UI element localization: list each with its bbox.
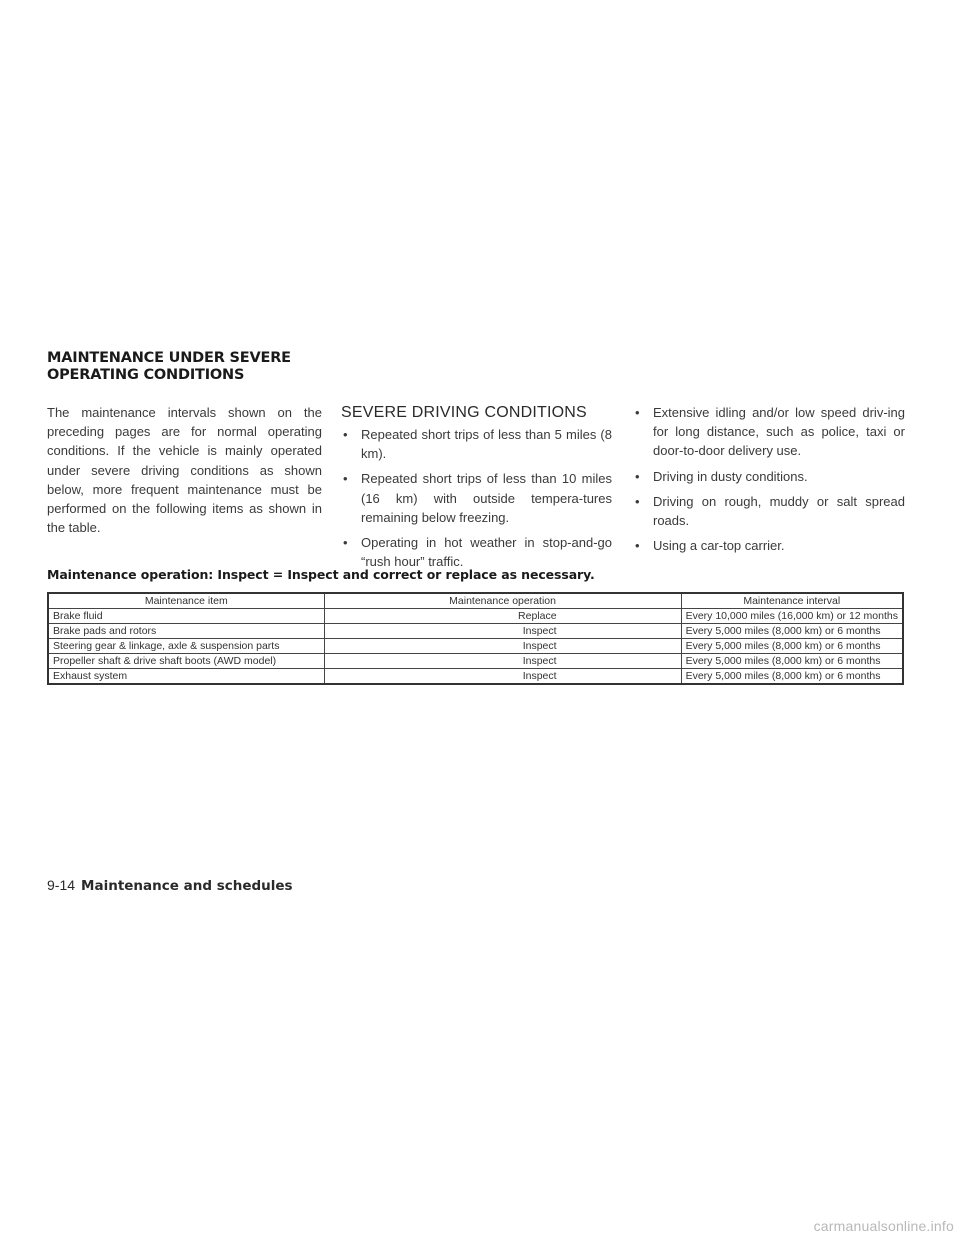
cell-interval: Every 5,000 miles (8,000 km) or 6 months — [681, 669, 903, 685]
cell-operation: Replace — [324, 609, 681, 624]
condition-text: Repeated short trips of less than 5 miles (8 km). — [361, 427, 612, 462]
cell-item: Propeller shaft & drive shaft boots (AWD model) — [48, 654, 324, 669]
list-item — [633, 492, 905, 530]
condition-text: Driving on rough, muddy or salt spread roads. — [653, 493, 905, 529]
condition-text: Operating in hot weather in stop-and-go “rush hour” traffic. — [361, 535, 612, 570]
table-row — [48, 624, 903, 639]
bullet-icon: • — [635, 468, 640, 484]
section-title-line-1: MAINTENANCE UNDER SEVERE — [47, 350, 291, 366]
list-item — [633, 403, 905, 461]
cell-item: Brake pads and rotors — [48, 624, 324, 639]
table-row — [48, 654, 903, 669]
condition-text: Using a car-top carrier. — [653, 538, 785, 554]
header-maintenance-interval: Maintenance interval — [681, 593, 903, 609]
section-title-line-2: OPERATING CONDITIONS — [47, 367, 245, 383]
table-row — [48, 669, 903, 685]
bullet-icon: • — [343, 471, 348, 487]
condition-text: Driving in dusty conditions. — [653, 468, 808, 484]
maintenance-table — [47, 592, 904, 685]
list-item — [633, 467, 905, 486]
page-footer — [47, 876, 293, 895]
list-item — [341, 469, 612, 527]
cell-interval: Every 10,000 miles (16,000 km) or 12 months — [681, 609, 903, 624]
intro-paragraph: The maintenance intervals shown on the preceding pages are for normal operating conditions. If the vehicle is mainly operated under severe driving conditions as shown below, more frequent maintenance must be performed on the following items as shown in the table. — [47, 405, 322, 536]
list-item — [633, 536, 905, 555]
conditions-column-1 — [341, 403, 612, 577]
cell-item: Brake fluid — [48, 609, 324, 624]
conditions-list-2 — [633, 403, 905, 555]
bullet-icon: • — [635, 493, 640, 509]
bullet-icon: • — [343, 535, 348, 551]
site-watermark: carmanualsonline.info — [813, 1218, 954, 1234]
table-caption: Maintenance operation: Inspect = Inspect and correct or replace as necessary. — [47, 567, 595, 582]
conditions-list-1 — [341, 425, 612, 571]
condition-text: Extensive idling and/or low speed driv-ing for long distance, such as police, taxi or door-to-door delivery use. — [653, 405, 905, 459]
header-maintenance-operation: Maintenance operation — [324, 593, 681, 609]
cell-operation: Inspect — [324, 624, 681, 639]
section-title — [47, 350, 347, 384]
cell-item: Exhaust system — [48, 669, 324, 685]
conditions-column-2 — [633, 403, 905, 561]
chapter-title: Maintenance and schedules — [81, 878, 293, 894]
list-item — [341, 425, 612, 463]
severe-conditions-heading: SEVERE DRIVING CONDITIONS — [341, 404, 587, 421]
cell-operation: Inspect — [324, 639, 681, 654]
cell-item: Steering gear & linkage, axle & suspension parts — [48, 639, 324, 654]
cell-interval: Every 5,000 miles (8,000 km) or 6 months — [681, 639, 903, 654]
page-number: 9-14 — [47, 877, 76, 893]
bullet-icon: • — [343, 427, 348, 442]
cell-operation: Inspect — [324, 654, 681, 669]
table-header-row — [48, 593, 903, 609]
cell-interval: Every 5,000 miles (8,000 km) or 6 months — [681, 624, 903, 639]
header-maintenance-item: Maintenance item — [48, 593, 324, 609]
list-item — [341, 533, 612, 571]
cell-interval: Every 5,000 miles (8,000 km) or 6 months — [681, 654, 903, 669]
bullet-icon: • — [635, 538, 640, 554]
condition-text: Repeated short trips of less than 10 miles (16 km) with outside tempera-tures remaining below freezing. — [361, 471, 612, 525]
intro-column — [47, 403, 322, 537]
table-row — [48, 639, 903, 654]
table-row — [48, 609, 903, 624]
bullet-icon: • — [635, 405, 640, 420]
cell-operation: Inspect — [324, 669, 681, 685]
